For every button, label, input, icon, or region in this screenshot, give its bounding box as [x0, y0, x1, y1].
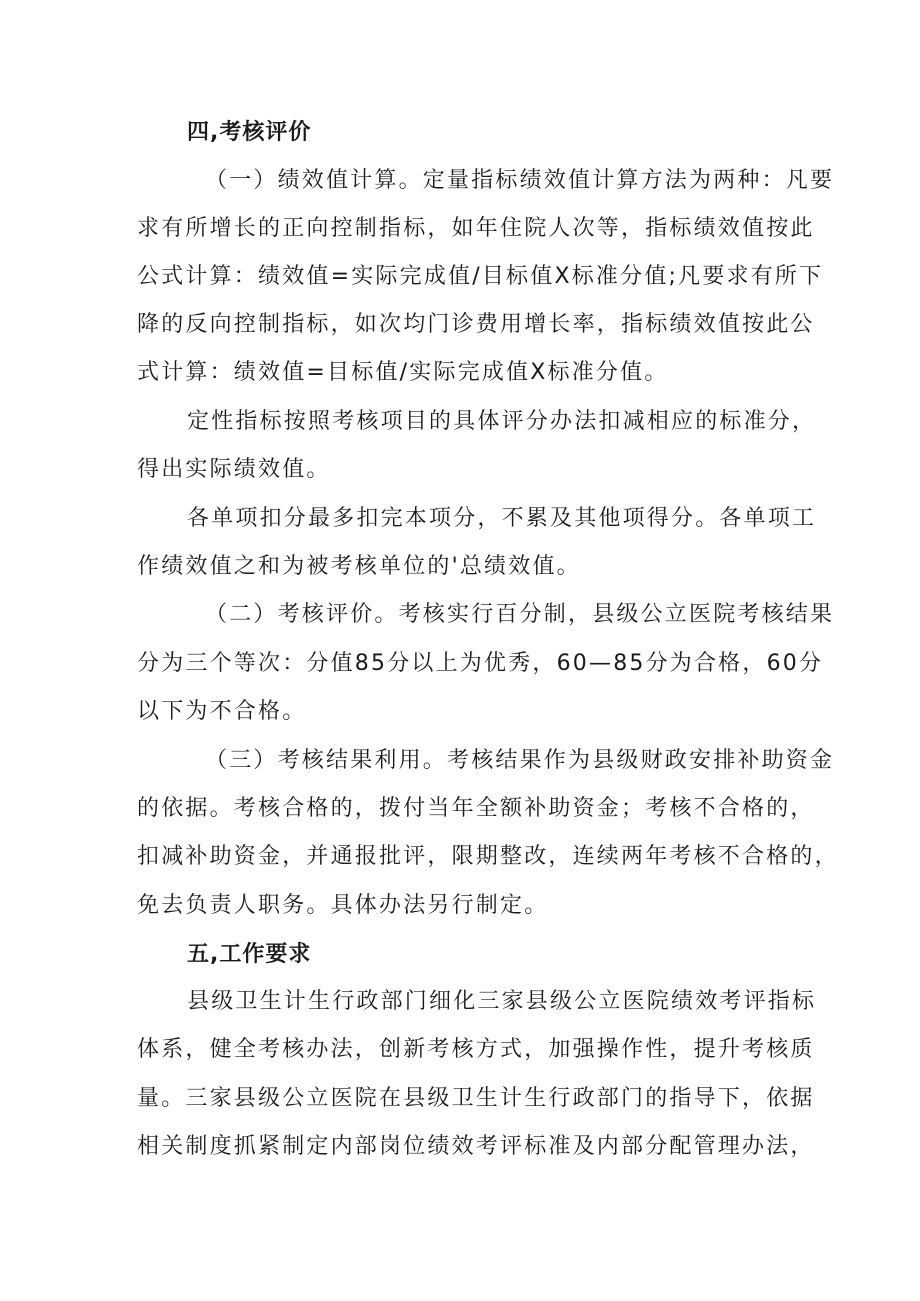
- paragraph-line: 量。三家县级公立医院在县级卫生计生行政部门的指导下，依据: [137, 1086, 815, 1111]
- paragraph-line: 式计算：绩效值=目标值/实际完成值X标准分值。: [137, 360, 669, 385]
- paragraph-line: 定性指标按照考核项目的具体评分办法扣减相应的标准分，: [187, 409, 817, 434]
- paragraph-line: 公式计算：绩效值=实际完成值/目标值X标准分值;凡要求有所下: [137, 264, 824, 289]
- paragraph-line: 求有所增长的正向控制指标，如年住院人次等，指标绩效值按此: [137, 216, 815, 241]
- paragraph-line: （三）考核结果利用。考核结果作为县级财政安排补助资金: [205, 748, 835, 773]
- paragraph-line: 扣减补助资金，并通报批评，限期整改，连续两年考核不合格的，: [137, 844, 839, 869]
- paragraph-line: 得出实际绩效值。: [137, 457, 331, 482]
- paragraph-line: 作绩效值之和为被考核单位的'总绩效值。: [137, 554, 581, 579]
- paragraph-line: 分为三个等次：分值85分以上为优秀，60—85分为合格，60分: [137, 651, 824, 676]
- paragraph-line: 免去负责人职务。具体办法另行制定。: [137, 893, 549, 918]
- section-heading-5: 五,工作要求: [187, 942, 312, 967]
- section-heading-4: 四,考核评价: [187, 120, 312, 145]
- paragraph-line: （二）考核评价。考核实行百分制，县级公立医院考核结果: [205, 602, 835, 627]
- paragraph-line: 降的反向控制指标，如次均门诊费用增长率，指标绩效值按此公: [137, 312, 815, 337]
- paragraph-line: 体系，健全考核办法，创新考核方式，加强操作性，提升考核质: [137, 1037, 815, 1062]
- paragraph-line: 相关制度抓紧制定内部岗位绩效考评标准及内部分配管理办法，: [137, 1134, 815, 1159]
- paragraph-line: 各单项扣分最多扣完本项分，不累及其他项得分。各单项工: [187, 506, 817, 531]
- paragraph-line: 的依据。考核合格的，拨付当年全额补助资金；考核不合格的，: [137, 796, 815, 821]
- paragraph-line: 以下为不合格。: [137, 699, 307, 724]
- paragraph-line: （一）绩效值计算。定量指标绩效值计算方法为两种：凡要: [205, 168, 835, 193]
- paragraph-line: 县级卫生计生行政部门细化三家县级公立医院绩效考评指标: [187, 989, 817, 1014]
